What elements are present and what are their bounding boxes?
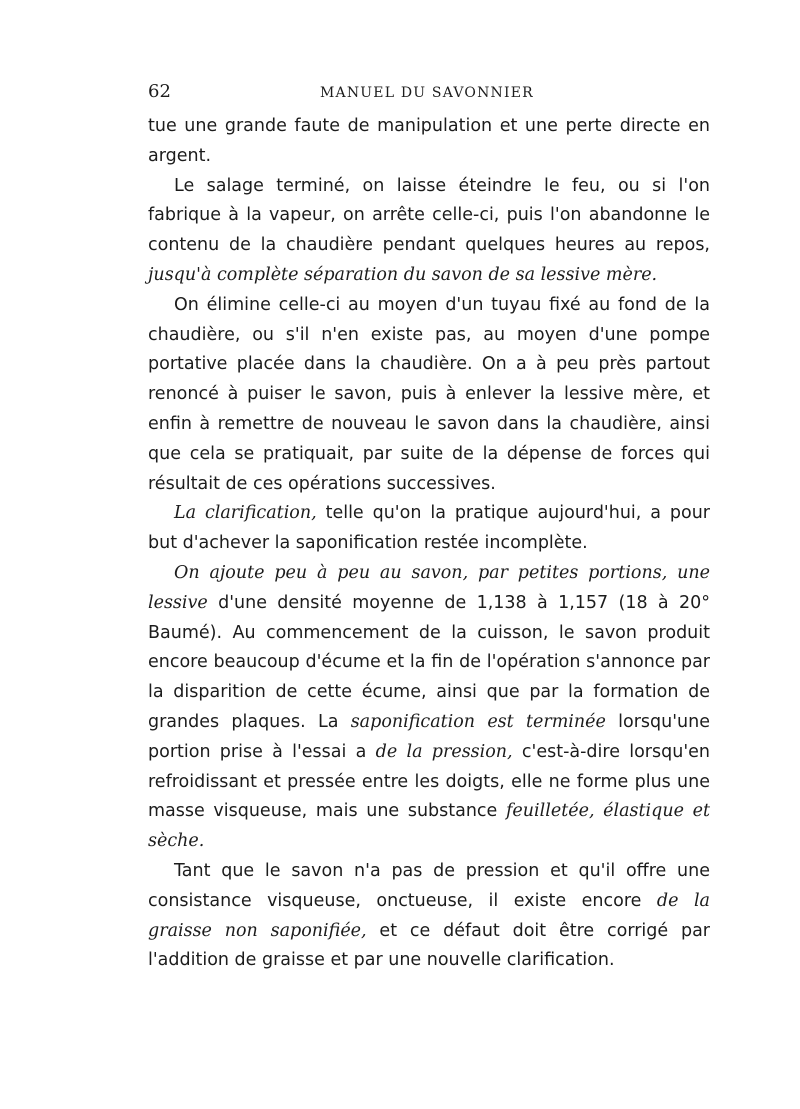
paragraph-6-text-1: Tant que le savon n'a pas de pression et qu'il offre une consistance visqueuse, onctueuse, il existe encore [148,860,710,911]
paragraph-5-text-2: lorsqu'une portion prise à l'essai a [148,711,710,762]
running-head: MANUEL DU SAVONNIER [320,85,534,101]
paragraph-6 [148,857,710,976]
paragraph-1 [148,112,710,172]
paragraph-2-text: Le salage terminé, on laisse éteindre le feu, ou si l'on fabrique à la vapeur, on arrête celle-ci, puis l'on abandonne le contenu de la chaudière pendant quelques heures au repos, [148,175,710,256]
paragraph-5-text-1: d'une densité moyenne de 1,138 à 1,157 (18 à 20° Baumé). Au commencement de la cuisson, le savon produit encore beaucoup d'écume et la fin de l'opération s'annonce par la disparition de cette écume, ainsi que par la formation de grandes plaques. La [148,592,710,732]
paragraph-3 [148,291,710,500]
paragraph-2 [148,172,710,291]
paragraph-6-italic: de la graisse non saponifiée, [148,890,710,941]
paragraph-5-italic-3: de la pression, [375,741,513,762]
paragraph-4 [148,499,710,559]
paragraph-3-text: On élimine celle-ci au moyen d'un tuyau fixé au fond de la chaudière, ou s'il n'en existe pas, au moyen d'une pompe portative placée dans la chaudière. On a à peu près partout renoncé à puiser le savon, puis à enlever la lessive mère, et enfin à remettre de nouveau le savon dans la chaudière, ainsi que cela se pratiquait, par suite de la dépense de forces qui résultait de ces opérations successives. [148,294,710,494]
paragraph-6-text-2: et ce défaut doit être corrigé par l'addition de graisse et par une nouvelle clarification. [148,920,710,971]
page-header [148,80,710,104]
paragraph-5-text-3: c'est-à-dire lorsqu'en refroidissant et pressée entre les doigts, elle ne forme plus une masse visqueuse, mais une substance [148,741,710,822]
paragraph-5 [148,559,710,857]
paragraph-4-text: telle qu'on la pratique aujourd'hui, a pour but d'achever la saponification restée incomplète. [148,503,710,554]
paragraph-5-italic-4: feuilletée, élastique et sèche. [148,801,710,852]
paragraph-5-italic-1: On ajoute peu à peu au savon, par petites portions, une lessive [148,562,710,613]
body-text [148,112,710,976]
page-number: 62 [148,81,171,102]
paragraph-1-text: tue une grande faute de manipulation et une perte directe en argent. [148,116,710,166]
paragraph-2-italic-phrase: jusqu'à complète séparation du savon de sa lessive mère. [148,264,658,285]
paragraph-4-italic-phrase: La clarification, [174,503,317,524]
paragraph-5-italic-2: saponification est terminée [350,711,606,732]
